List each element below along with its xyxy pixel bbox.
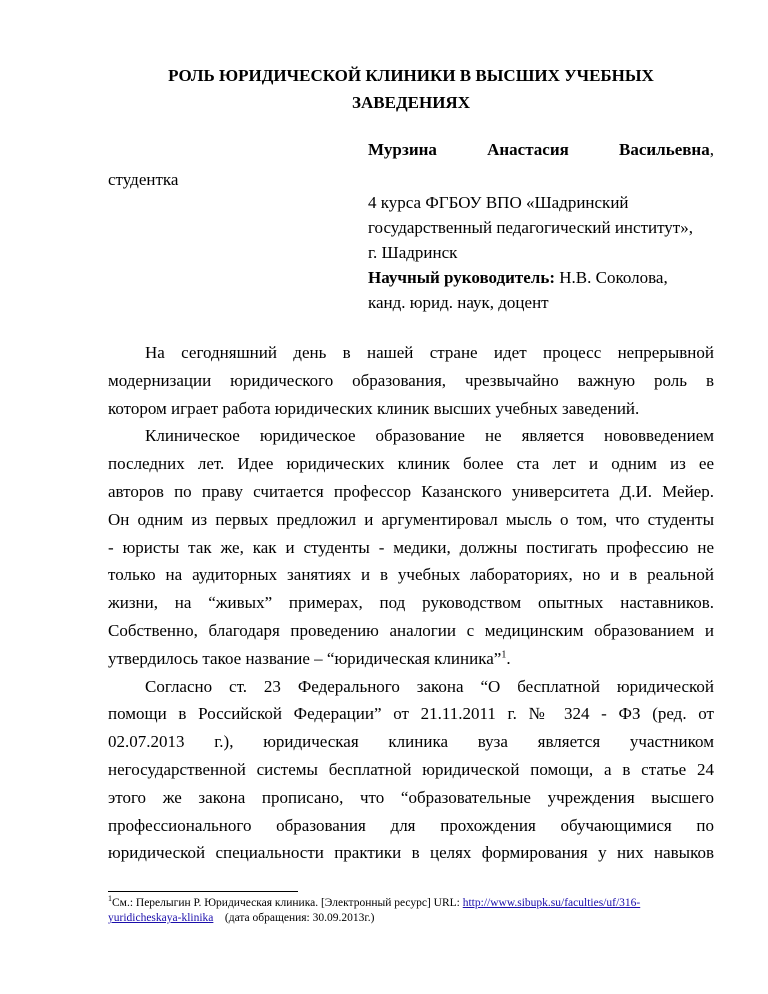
paragraph-2-line: только на аудиторных занятиях и в учебных лабораториях, но и в реальной bbox=[108, 565, 714, 585]
paragraph-2-line: Собственно, благодаря проведению аналогии с медицинским образованием и bbox=[108, 620, 714, 640]
paragraph-3-line: помощи в Российской Федерации” от 21.11.2011 г. № 324 - ФЗ (ред. от bbox=[108, 704, 714, 724]
paragraph-2-line: последних лет. Идее юридических клиник более ста лет и одним из ее bbox=[108, 454, 714, 474]
footnote bbox=[108, 896, 714, 926]
affiliation-line-1: 4 курса ФГБОУ ВПО «Шадринский bbox=[368, 193, 629, 212]
paragraph-3-line: Согласно ст. 23 Федерального закона “О бесплатной юридической bbox=[145, 676, 714, 696]
affiliation-line-2: государственный педагогический институт», bbox=[368, 218, 693, 237]
author-full-name bbox=[368, 140, 714, 160]
supervisor-line bbox=[368, 268, 668, 288]
footnote-access-date: (дата обращения: 30.09.2013г.) bbox=[213, 912, 375, 924]
paragraph-3-line: юридической специальности практики в целях формирования у них навыков bbox=[108, 843, 714, 863]
affiliation-line-3: г. Шадринск bbox=[368, 243, 458, 262]
author-status: студентка bbox=[108, 170, 179, 189]
article-title-line-2: ЗАВЕДЕНИЯХ bbox=[352, 93, 470, 112]
footnote-separator bbox=[108, 891, 298, 892]
body-text bbox=[108, 339, 714, 867]
paragraph-2-last-line: утвердилось такое название – “юридическая клиника”$^1$. bbox=[108, 648, 511, 668]
paragraph-1-line: котором играет работа юридических клиник высших учебных заведений. bbox=[108, 398, 640, 418]
paragraph-2-line: Он одним из первых предложил и аргументировал мысль о том, что студенты bbox=[108, 509, 714, 529]
article-title-line-1: РОЛЬ ЮРИДИЧЕСКОЙ КЛИНИКИ В ВЫСШИХ УЧЕБНЫХ bbox=[168, 66, 654, 85]
paragraph-2-line: жизни, на “живых” примерах, под руководством опытных наставников. bbox=[108, 593, 714, 613]
paragraph-2-line: авторов по праву считается профессор Казанского университета Д.И. Мейер. bbox=[108, 481, 714, 501]
paragraph-1-line: На сегодняшний день в нашей стране идет процесс непрерывной bbox=[145, 343, 714, 362]
paragraph-2-line: - юристы так же, как и студенты - медики, должны постигать профессию не bbox=[108, 537, 714, 557]
author-patronymic: Васильевна, bbox=[619, 140, 714, 159]
paragraph-3-line: негосударственной системы бесплатной юридической помощи, а в статье 24 bbox=[108, 759, 714, 779]
paragraph-1-line: модернизации юридического образования, чрезвычайно важную роль в bbox=[108, 370, 714, 390]
footnote-reference[interactable]: 1 bbox=[501, 649, 507, 661]
paragraph-2-line: Клиническое юридическое образование не является нововведением bbox=[145, 426, 714, 446]
footnote-mark: 1 bbox=[108, 894, 112, 904]
author-first-name: Анастасия bbox=[487, 140, 569, 159]
author-surname: Мурзина bbox=[368, 140, 437, 159]
supervisor-degree: канд. юрид. наук, доцент bbox=[368, 293, 549, 312]
supervisor-name: Н.В. Соколова, bbox=[555, 268, 668, 287]
footnote-text: См.: Перелыгин Р. Юридическая клиника. [Электронный ресурс] URL: bbox=[112, 897, 463, 909]
paragraph-3-line: 02.07.2013 г.), юридическая клиника вуза является участником bbox=[108, 732, 714, 752]
footnote-link[interactable]: http://www.sibupk.su/faculties/uf/316- yuridicheskaya-klinika bbox=[108, 897, 641, 924]
paragraph-3-line: профессионального образования для прохождения обучающимися по bbox=[108, 815, 714, 835]
supervisor-label: Научный руководитель: bbox=[368, 268, 555, 287]
paragraph-3-line: этого же закона прописано, что “образовательные учреждения высшего bbox=[108, 787, 714, 807]
